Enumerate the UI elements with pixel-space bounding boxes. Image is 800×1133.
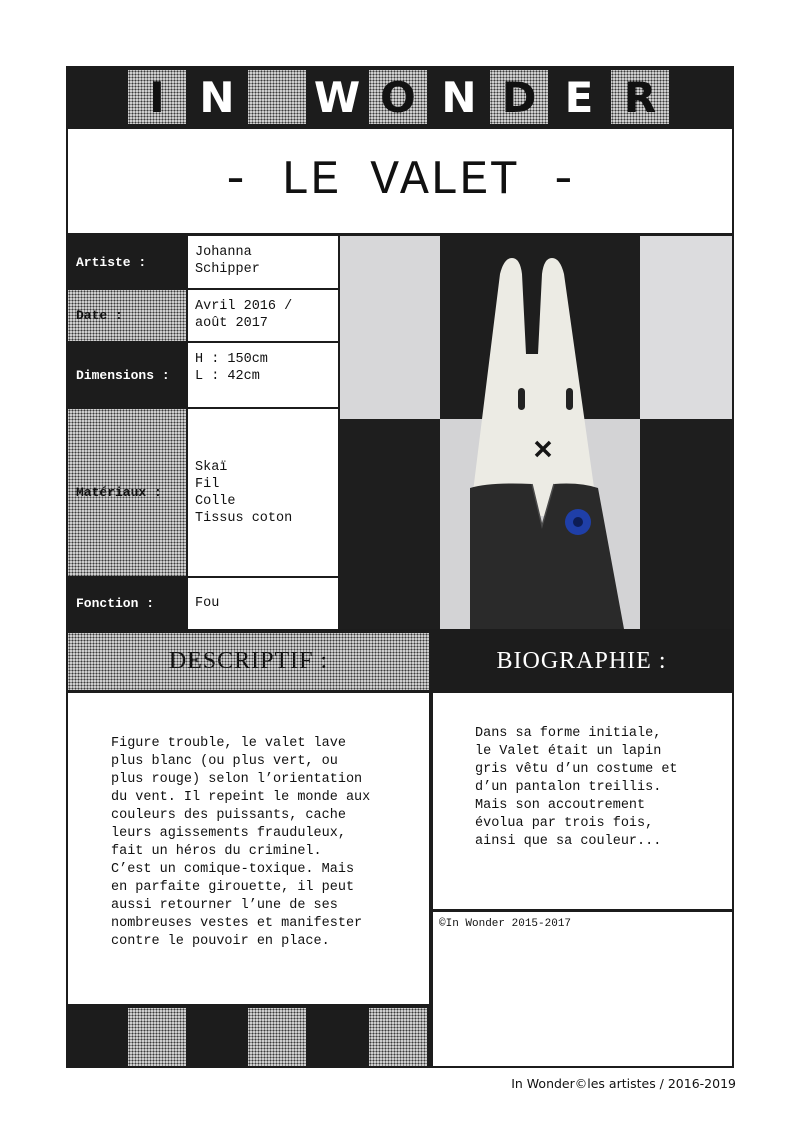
descriptif-box bbox=[68, 693, 429, 1004]
value-fonction: Fou bbox=[188, 578, 338, 629]
biographie-text: Dans sa forme initiale, le Valet était un lapin gris vêtu d’un costume et d’un pantalon treillis. Mais son accoutrement évolua par trois fois, ainsi que sa couleur... bbox=[475, 726, 678, 849]
descriptif-title: DESCRIPTIF : bbox=[68, 633, 429, 690]
artwork-photo bbox=[340, 236, 732, 629]
label-dimensions: Dimensions : bbox=[76, 367, 170, 383]
header-letter-7: D bbox=[490, 70, 548, 124]
label-date: Date : bbox=[68, 290, 186, 341]
rabbit-valet-artwork bbox=[340, 236, 732, 629]
header-letter-2: N bbox=[199, 72, 235, 122]
descriptif-text: Figure trouble, le valet lave plus blanc (ou plus vert, ou plus rouge) selon l’orientation du vent. Il repeint le monde aux couleurs des puissants, cache leurs agissements frauduleux, fait un héros du criminel. C’est un comique-toxique. Mais en parfaite girouette, il peut aussi retourner l’une de ses nombreuses vestes et manifester contre le pouvoir en place. bbox=[111, 736, 371, 949]
header-letter-6: N bbox=[441, 72, 477, 122]
footer-credit: In Wonder©les artistes / 2016-2019 bbox=[511, 1076, 736, 1091]
label-materiaux: Matériaux : bbox=[68, 409, 186, 576]
biographie-title: BIOGRAPHIE : bbox=[496, 648, 667, 674]
copyright-text: ©In Wonder 2015-2017 bbox=[439, 918, 572, 930]
bottom-square-2 bbox=[248, 1008, 306, 1066]
value-materiaux: Skaï Fil Colle Tissus coton bbox=[188, 409, 338, 576]
bottom-square-1 bbox=[128, 1008, 186, 1066]
header-letter-5: O bbox=[369, 70, 427, 124]
header-letter-1: I bbox=[128, 70, 186, 124]
copyright-box bbox=[433, 912, 732, 1066]
page-title: - LE VALET - bbox=[68, 129, 732, 233]
label-artiste: Artiste : bbox=[76, 254, 147, 270]
header-letter-3 bbox=[248, 70, 306, 124]
header-letter-9: R bbox=[611, 70, 669, 124]
value-dimensions: H : 150cm L : 42cm bbox=[188, 343, 338, 407]
biographie-box bbox=[433, 693, 732, 909]
label-fonction: Fonction : bbox=[76, 596, 155, 611]
value-artiste: Johanna Schipper bbox=[188, 236, 338, 288]
value-date: Avril 2016 / août 2017 bbox=[188, 290, 338, 341]
header-letter-4: W bbox=[313, 72, 361, 122]
bottom-square-3 bbox=[369, 1008, 427, 1066]
header-letter-8: E bbox=[564, 72, 594, 122]
